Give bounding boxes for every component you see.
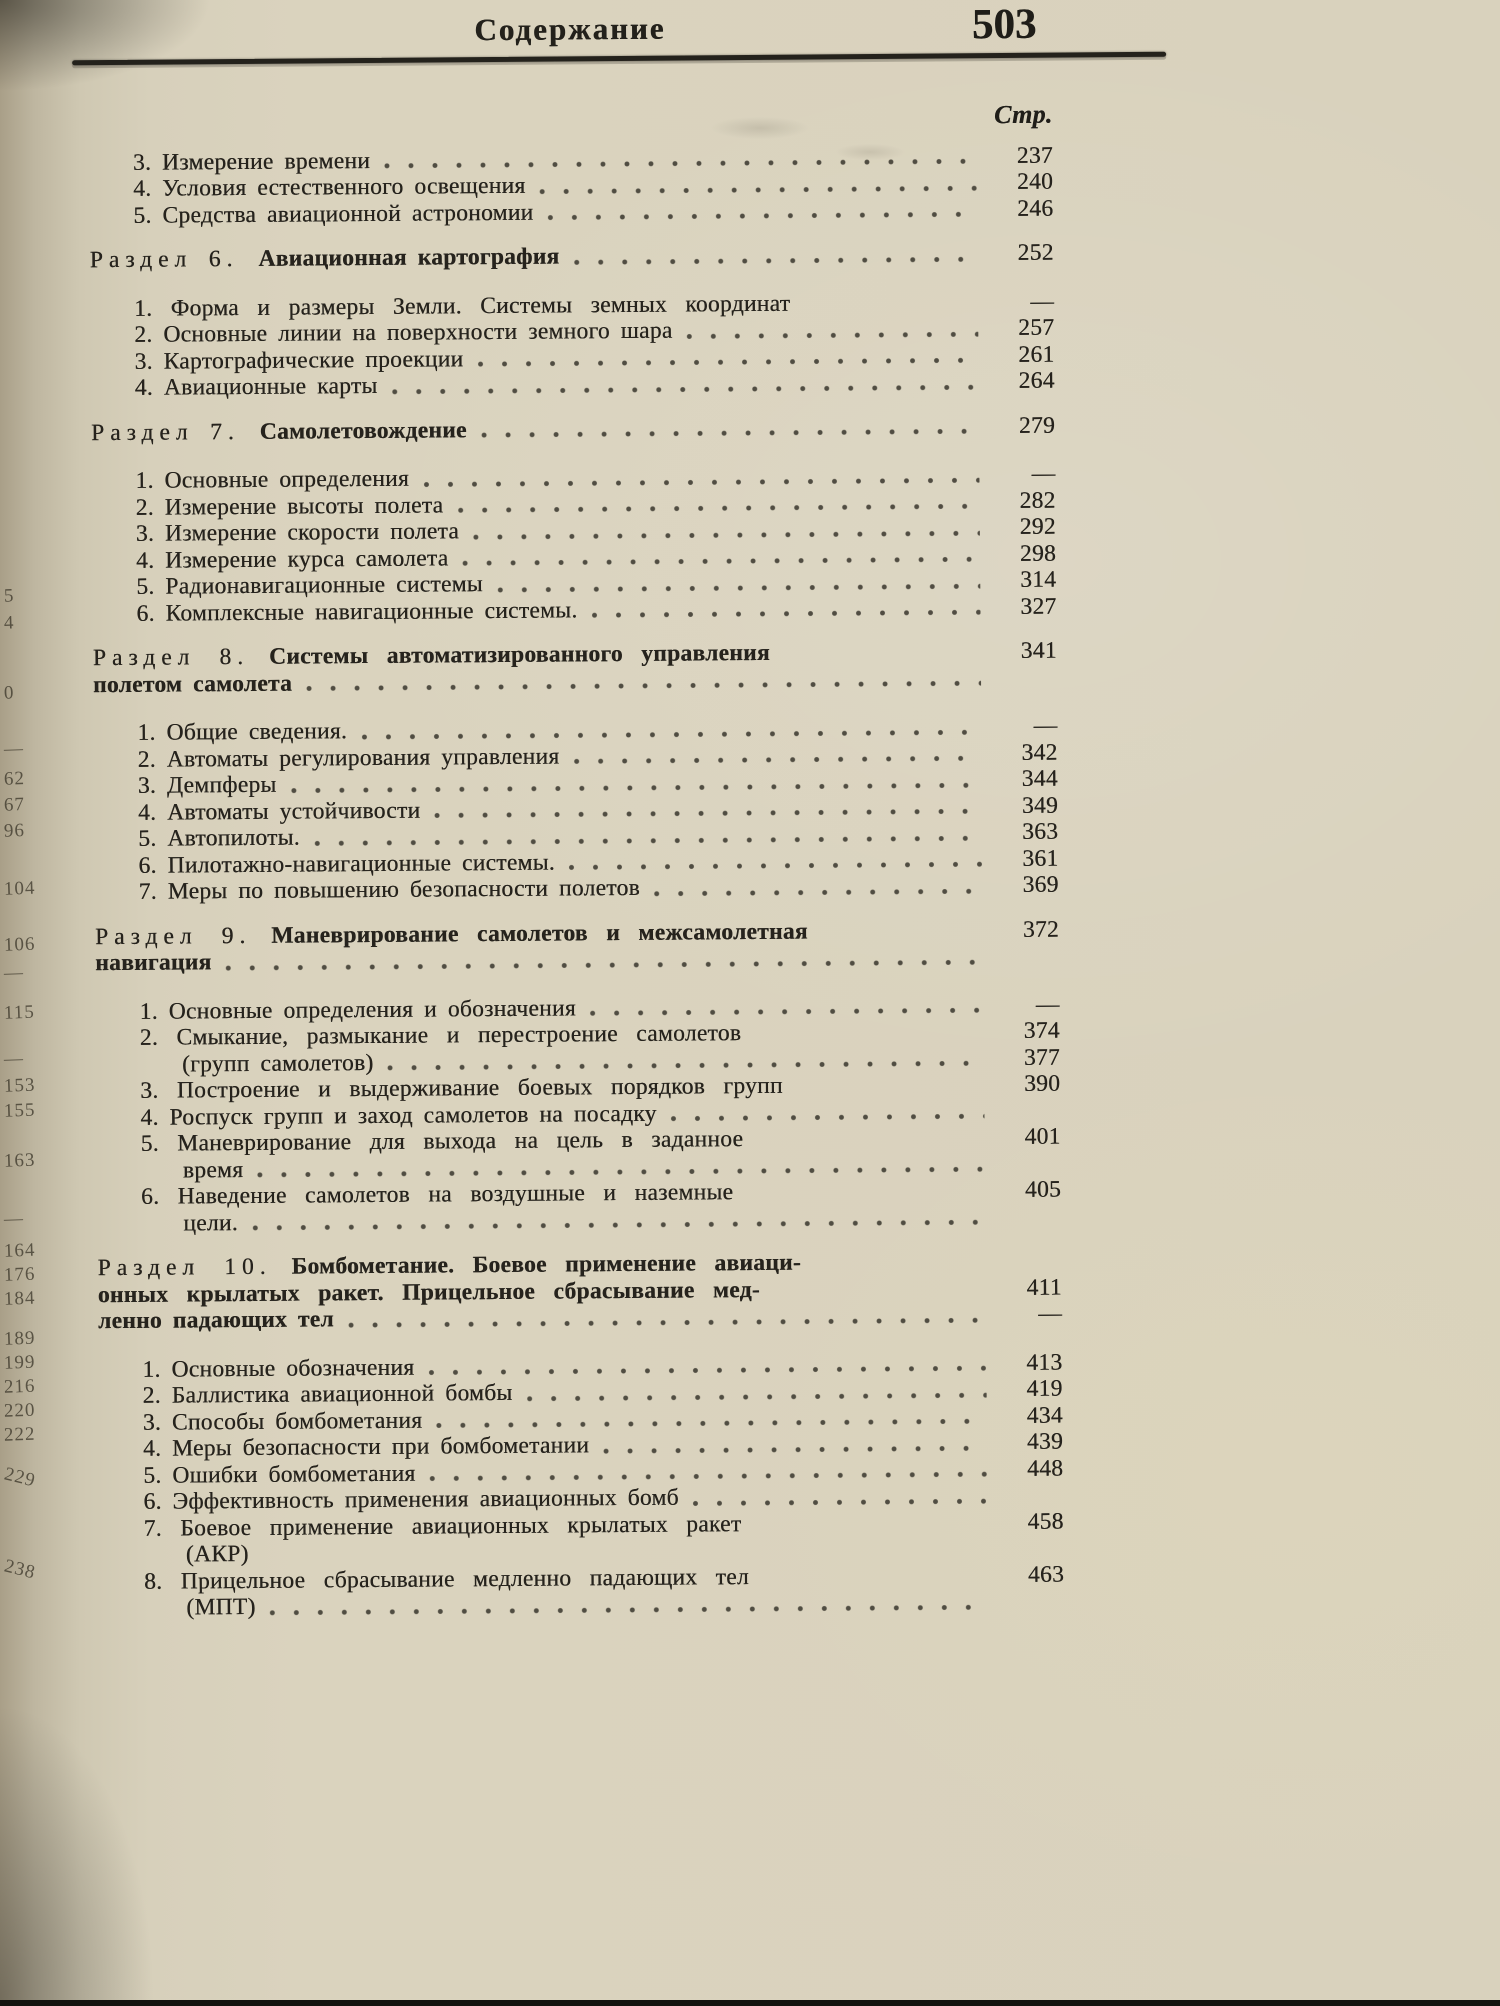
dot-leader	[361, 729, 981, 740]
header-rule	[72, 52, 1166, 66]
entry-page-number: 279	[1018, 412, 1056, 439]
entry-text: 4. Авиационные карты	[134, 372, 378, 401]
entry-text: 4. Роспуск групп и заход самолетов на посадку	[140, 1100, 657, 1131]
row-spacer	[741, 1529, 997, 1531]
entry-text: 5. Маневрирование для выхода на цель в заданное	[140, 1126, 744, 1157]
entry-page-number	[997, 1502, 1063, 1503]
dot-leader	[391, 384, 978, 395]
entry-page-number: 342	[1021, 739, 1058, 766]
entry-text: 4. Меры безопасности при бомбометании	[142, 1432, 590, 1462]
entry-page-number: —	[1033, 712, 1058, 739]
row-spacer	[741, 1038, 994, 1040]
spine-margin-number: 153	[3, 1074, 36, 1097]
section-title: Самолетовождение	[259, 416, 467, 445]
dot-leader	[473, 530, 980, 540]
entry-page-number: 390	[1023, 1070, 1061, 1097]
entry-page-number	[994, 1117, 1060, 1118]
spine-margin-number: 106	[3, 933, 36, 956]
spine-margin-number: 199	[3, 1351, 36, 1374]
entry-page-number: —	[1035, 991, 1060, 1018]
entry-text: 6. Комплексные навигационные системы.	[136, 596, 578, 627]
spine-margin-number: 216	[3, 1375, 36, 1398]
dot-leader	[573, 755, 981, 764]
row-spacer	[760, 1295, 996, 1297]
entry-page-number	[995, 1170, 1061, 1171]
entry-page-number	[995, 1223, 1061, 1224]
spine-margin-number: 176	[3, 1263, 36, 1286]
entry-text: 7. Меры по повышению безопасности полетов	[138, 874, 641, 905]
dot-leader	[384, 158, 977, 169]
entry-text: 6. Эффективность применения авиационных бомб	[143, 1484, 679, 1515]
entry-page-number: —	[1038, 1300, 1063, 1327]
entry-page-number: 463	[1027, 1561, 1065, 1588]
section-prefix: Раздел 8.	[92, 643, 250, 672]
dot-leader	[497, 583, 980, 593]
entry-text: время	[182, 1156, 244, 1183]
entry-page-number: 361	[1022, 845, 1059, 872]
entry-text: ленно падающих тел	[97, 1306, 334, 1335]
entry-text: 2. Основные линии на поверхности земного шара	[134, 317, 673, 348]
entry-text: (МПТ)	[186, 1593, 256, 1621]
entry-text: 5. Средства авиационной астрономии	[133, 199, 534, 229]
entry-text: цели.	[183, 1209, 238, 1236]
spine-margin-number: 184	[3, 1287, 36, 1310]
entry-page-number: 405	[1024, 1176, 1062, 1203]
entry-page-number	[998, 1608, 1064, 1609]
dot-leader	[481, 428, 979, 438]
entry-text: полетом самолета	[92, 670, 293, 698]
dot-leader	[226, 959, 984, 971]
spine-margin-number: 220	[3, 1399, 36, 1422]
dot-leader	[462, 556, 980, 566]
entry-page-number: 240	[1016, 168, 1054, 195]
entry-page-number: 401	[1024, 1123, 1061, 1150]
spine-margin-number: 238	[2, 1555, 38, 1584]
entry-text: 2. Смыкание, размыкание и перестроение самолетов	[139, 1020, 742, 1051]
entry-page-number: 434	[1026, 1402, 1063, 1429]
spine-margin-number: 96	[3, 819, 26, 842]
row-spacer	[801, 1268, 996, 1270]
row-spacer	[790, 309, 988, 311]
dot-leader	[306, 680, 981, 691]
spine-margin-number: 189	[3, 1327, 36, 1350]
dot-leader	[270, 1604, 989, 1616]
dot-leader	[526, 1392, 986, 1402]
toc-list	[89, 99, 1065, 1622]
toc-rows	[89, 142, 1065, 1622]
spine-margin-number: 0	[3, 682, 15, 704]
spine-margin-number: 229	[2, 1463, 38, 1492]
spine-margin-number: 155	[3, 1099, 36, 1122]
entry-page-number: 252	[1017, 239, 1054, 266]
section-title: Системы автоматизированного управления	[268, 639, 770, 670]
toc-section-row	[91, 412, 1055, 446]
entry-text: 1. Основные обозначения	[142, 1354, 415, 1383]
entry-page-number: —	[1030, 288, 1055, 315]
entry-page-number: 292	[1019, 513, 1056, 540]
entry-page-number: 349	[1021, 792, 1059, 819]
entry-text: 3. Картографические проекции	[134, 345, 464, 375]
entry-page-number: 369	[1022, 871, 1059, 898]
entry-text: 5. Ошибки бомбометания	[143, 1460, 416, 1489]
section-prefix: Раздел 7.	[90, 418, 240, 446]
dot-leader	[252, 1219, 985, 1231]
entry-page-number: 261	[1018, 341, 1055, 368]
spine-margin-number: 62	[3, 767, 26, 790]
entry-text: онных крылатых ракет. Прицельное сбрасывание мед-	[97, 1276, 760, 1308]
spine-margin-number: —	[3, 738, 25, 760]
entry-page-number	[998, 1555, 1064, 1556]
entry-text: 1. Основные определения	[135, 465, 410, 494]
dot-leader	[291, 782, 982, 793]
dot-leader	[348, 1317, 986, 1328]
entry-text: 4. Измерение курса самолета	[135, 544, 449, 574]
entry-page-number	[991, 684, 1057, 685]
entry-page-number: 314	[1020, 566, 1057, 593]
entry-text: 6. Пилотажно-навигационные системы.	[138, 849, 555, 879]
page-title: Содержание	[474, 10, 666, 48]
entry-page-number: 298	[1019, 540, 1057, 567]
entry-text: 3. Измерение времени	[132, 147, 371, 176]
dot-leader	[539, 185, 977, 194]
row-spacer	[743, 1144, 994, 1146]
entry-text: 5. Автопилоты.	[138, 824, 300, 852]
entry-page-number: 237	[1016, 142, 1054, 169]
entry-text: 2. Измерение высоты полета	[135, 491, 444, 521]
entry-page-number: 458	[1027, 1508, 1064, 1535]
dot-leader	[603, 1445, 987, 1454]
entry-page-number: 448	[1027, 1455, 1064, 1482]
dot-leader	[547, 211, 977, 220]
entry-page-number: 257	[1018, 314, 1055, 341]
entry-page-number: 439	[1026, 1428, 1064, 1455]
entry-page-number: 246	[1017, 195, 1054, 222]
page-number: 503	[971, 0, 1037, 49]
dot-leader	[387, 1060, 984, 1071]
spine-margin-number: —	[3, 1208, 25, 1230]
entry-page-number: 341	[1020, 637, 1057, 664]
entry-text: 3. Демпферы	[137, 771, 277, 799]
spine-margin-number: 5	[3, 585, 15, 607]
entry-page-number: —	[1031, 460, 1056, 487]
entry-text: 3. Способы бомбометания	[142, 1407, 423, 1436]
entry-text: 4. Автоматы устойчивости	[137, 797, 421, 826]
section-title: Бомбометание. Боевое применение авиаци-	[291, 1249, 802, 1280]
column-header-row	[89, 99, 1053, 136]
dot-leader	[314, 835, 982, 846]
spine-margin-number: —	[3, 962, 25, 984]
entry-page-number: 282	[1019, 487, 1056, 514]
section-prefix: Раздел 6.	[89, 246, 239, 274]
dot-leader	[590, 1007, 984, 1016]
entry-page-number: 363	[1022, 818, 1059, 845]
section-prefix: Раздел 9.	[94, 922, 252, 950]
spine-margin-number: 163	[3, 1149, 36, 1172]
dot-leader	[434, 808, 982, 818]
entry-page-number: 377	[1023, 1044, 1061, 1071]
entry-page-number	[993, 963, 1059, 964]
page-column-label: Стр.	[993, 99, 1053, 130]
entry-text: 5. Радионавигационные системы	[136, 571, 483, 600]
entry-text: 6. Наведение самолетов на воздушные и наземные	[140, 1179, 734, 1210]
entry-page-number: 411	[1026, 1274, 1062, 1301]
entry-text: навигация	[95, 949, 212, 977]
row-spacer	[749, 1582, 998, 1584]
dot-leader	[257, 1166, 985, 1178]
entry-text: (АКР)	[185, 1540, 249, 1568]
dot-leader	[573, 256, 977, 265]
entry-text: 3. Измерение скорости полета	[135, 518, 460, 547]
dot-leader	[693, 1498, 988, 1506]
entry-page-number: 264	[1018, 367, 1055, 394]
entry-text: 3. Построение и выдерживание боевых порядков групп	[140, 1072, 783, 1104]
entry-text: 1. Форма и размеры Земли. Системы земных координат	[133, 290, 791, 322]
entry-text: 1. Общие сведения.	[137, 718, 348, 746]
row-spacer	[733, 1197, 995, 1199]
dot-leader	[687, 331, 979, 339]
entry-text: 2. Автоматы регулирования управления	[137, 743, 560, 773]
dot-leader	[428, 1365, 986, 1375]
spine-margin-number: —	[3, 1048, 25, 1070]
toc-section-row	[90, 240, 1054, 274]
dot-leader	[429, 1471, 987, 1481]
entry-page-number: 344	[1021, 765, 1058, 792]
entry-text: 7. Боевое применение авиационных крылатых ракет	[143, 1510, 742, 1542]
entry-page-number: 419	[1026, 1375, 1063, 1402]
spine-margin-number: 67	[3, 793, 26, 816]
row-spacer	[770, 658, 991, 660]
entry-page-number: 372	[1022, 916, 1060, 943]
spine-margin-number: 164	[3, 1239, 36, 1262]
entry-page-number: 327	[1020, 593, 1057, 620]
row-spacer	[808, 937, 993, 938]
dot-leader	[591, 609, 980, 618]
dot-leader	[436, 1418, 987, 1428]
dot-leader	[477, 357, 978, 367]
section-title: Авиационная картография	[258, 243, 560, 272]
entry-page-number	[996, 1268, 1062, 1269]
spine-margin-number: 222	[3, 1423, 36, 1446]
row-spacer	[783, 1091, 994, 1093]
row-spacer	[249, 1555, 998, 1561]
entry-text: 1. Основные определения и обозначения	[139, 994, 576, 1025]
entry-text: 2. Баллистика авиационной бомбы	[142, 1379, 513, 1409]
entry-text: 8. Прицельное сбрасывание медленно падающих тел	[143, 1563, 749, 1595]
entry-text: (групп самолетов)	[181, 1049, 374, 1077]
dot-leader	[654, 888, 983, 897]
dot-leader	[457, 503, 979, 513]
section-title: Маневрирование самолетов и межсамолетная	[271, 918, 808, 949]
spine-margin-number: 4	[3, 612, 15, 634]
section-prefix: Раздел 10.	[97, 1253, 272, 1282]
dot-leader	[569, 861, 983, 870]
spine-margin-number: 104	[3, 877, 36, 900]
dot-leader	[671, 1113, 985, 1121]
entry-text: 4. Условия естественного освещения	[133, 172, 526, 202]
dot-leader	[423, 477, 979, 487]
spine-margin-number: 115	[3, 1001, 36, 1024]
entry-page-number: 413	[1026, 1349, 1063, 1376]
entry-page-number: 374	[1023, 1017, 1060, 1044]
